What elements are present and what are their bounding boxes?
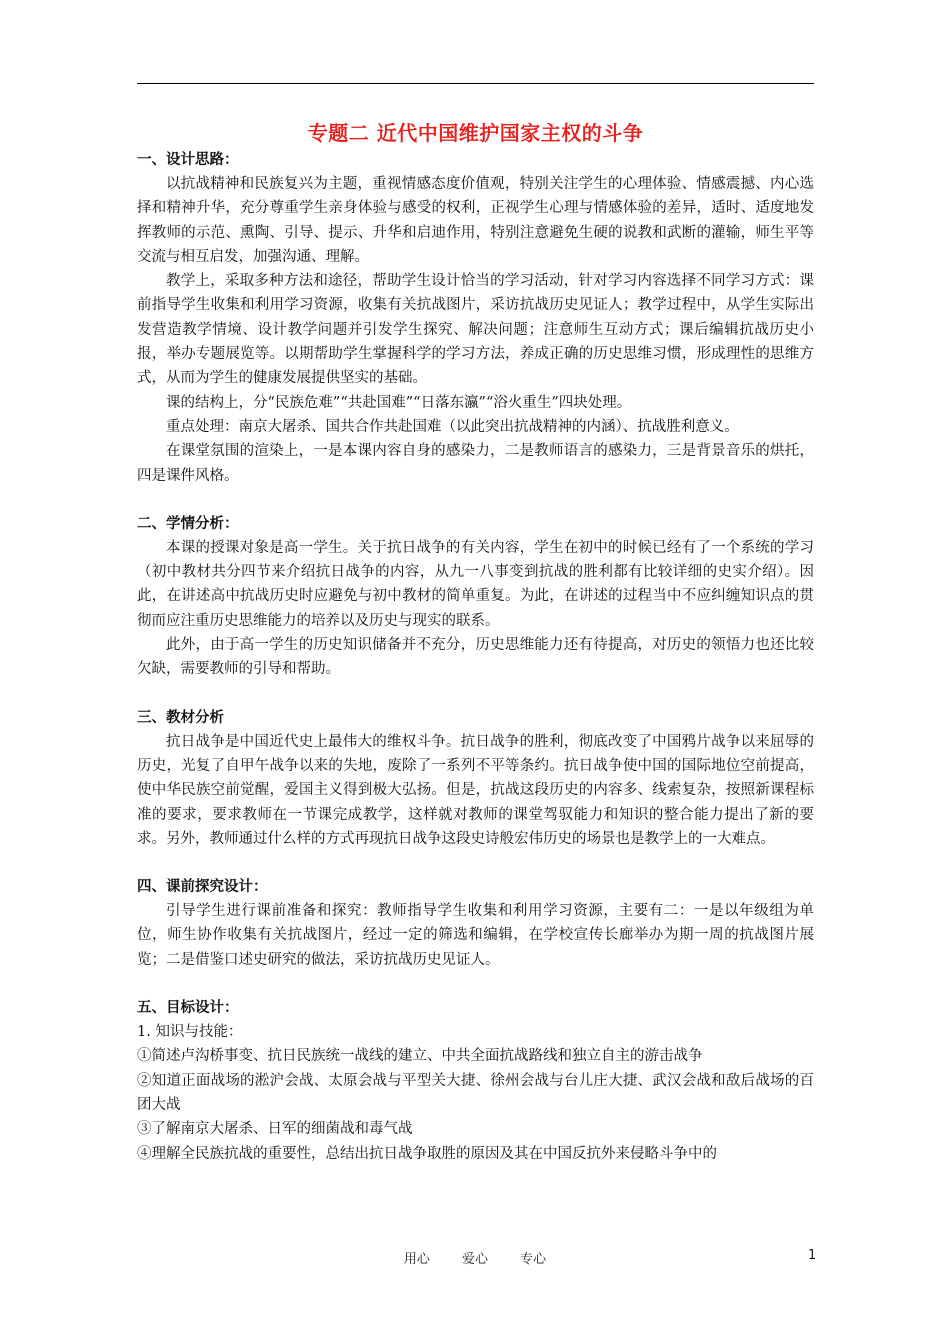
footer-word: 爱心 [461,1252,488,1267]
paragraph: 课的结构上，分“民族危难”“共赴国难”“日落东瀛”“浴火重生”四块处理。 [166,394,632,411]
paragraph: 重点处理：南京大屠杀、国共合作共赴国难（以此突出抗战精神的内涵）、抗战胜利意义。 [166,418,739,435]
paragraph: 抗日战争是中国近代史上最伟大的维权斗争。抗日战争的胜利，彻底改变了中国鸦片战争以来屈辱的历史，光复了自甲午战争以来的失地，废除了一系列不平等条约。抗日战争使中国的国际地位空前提高，使中华民族空前觉醒，爱国主义得到极大弘扬。但是，抗战这段历史的内容多、线索复杂，按照新课程标准的要求，要求教师在一节课完成教学，这样就对教师的课堂驾驭能力和知识的整合能力提出了新的要求。另外，教师通过什么样的方式再现抗日战争这段史诗般宏伟历史的场景也是教学上的一大难点。 [137,733,814,847]
section-heading-textbook-analysis: 三、教材分析 [137,708,224,726]
paragraph: 在课堂氛围的渲染上，一是本课内容自身的感染力，二是教师语言的感染力，三是背景音乐的烘托，四是课件风格。 [137,443,814,484]
section-heading-inquiry-design: 四、课前探究设计： [137,878,268,896]
footer-word: 专心 [520,1252,547,1267]
paragraph: 以抗战精神和民族复兴为主题，重视情感态度价值观，特别关注学生的心理体验、情感震撼、内心选择和精神升华，充分尊重学生亲身体验与感受的权利，正视学生心理与情感体验的差异，适时、适度地发挥教师的示范、熏陶、引导、提示、升华和启迪作用，特别注意避免生硬的说教和武断的灌输，师生平等交流与相互启发，加强沟通、理解。 [137,176,814,265]
subheading: 1. 知识与技能： [137,1024,243,1041]
footer-word: 用心 [403,1252,430,1267]
list-item: ②知道正面战场的淞沪会战、太原会战与平型关大捷、徐州会战与台儿庄大捷、武汉会战和敌后战场的百团大战 [137,1072,814,1113]
section-heading-goal-design: 五、目标设计： [137,999,239,1017]
paragraph: 本课的授课对象是高一学生。关于抗日战争的有关内容，学生在初中的时候已经有了一个系统的学习（初中教材共分四节来介绍抗日战争的内容，从九一八事变到抗战的胜利都有比较详细的史实介绍）。因此，在讲述高中抗战历史时应避免与初中教材的简单重复。为此，在讲述的过程当中不应纠缠知识点的贯彻而应注重历史思维能力的培养以及历史与现实的联系。 [137,539,814,629]
section-heading-student-analysis: 二、学情分析： [137,514,239,532]
page-title: 专题二 近代中国维护国家主权的斗争 [307,121,644,145]
page-number: 1 [808,1248,817,1263]
paragraph: 教学上，采取多种方法和途径，帮助学生设计恰当的学习活动，针对学习内容选择不同学习方式：课前指导学生收集和利用学习资源，收集有关抗战图片，采访抗战历史见证人；教学过程中，从学生实际出发营造教学情境、设计教学问题并引发学生探究、解决问题；注意师生互动方式；课后编辑抗战历史小报，举办专题展览等。以期帮助学生掌握科学的学习方法，养成正确的历史思维习惯，形成理性的思维方式，从而为学生的健康发展提供坚实的基础。 [137,273,814,387]
document-body [137,118,814,1166]
header-rule [137,83,814,84]
paragraph: 引导学生进行课前准备和探究：教师指导学生收集和利用学习资源，主要有二：一是以年级组为单位，师生协作收集有关抗战图片，经过一定的筛选和编辑，在学校宣传长廊举办为期一周的抗战图片展览；二是借鉴口述史研究的做法，采访抗战历史见证人。 [137,903,814,968]
list-item: ④理解全民族抗战的重要性，总结出抗日战争取胜的原因及其在中国反抗外来侵略斗争中的 [137,1145,717,1162]
list-item: ①简述卢沟桥事变、抗日民族统一战线的建立、中共全面抗战路线和独立自主的游击战争 [137,1048,703,1065]
section-heading-design: 一、设计思路： [137,151,239,168]
paragraph: 此外，由于高一学生的历史知识储备并不充分，历史思维能力还有待提高，对历史的领悟力也还比较欠缺，需要教师的引导和帮助。 [137,637,814,678]
list-item: ③了解南京大屠杀、日军的细菌战和毒气战 [137,1121,413,1138]
